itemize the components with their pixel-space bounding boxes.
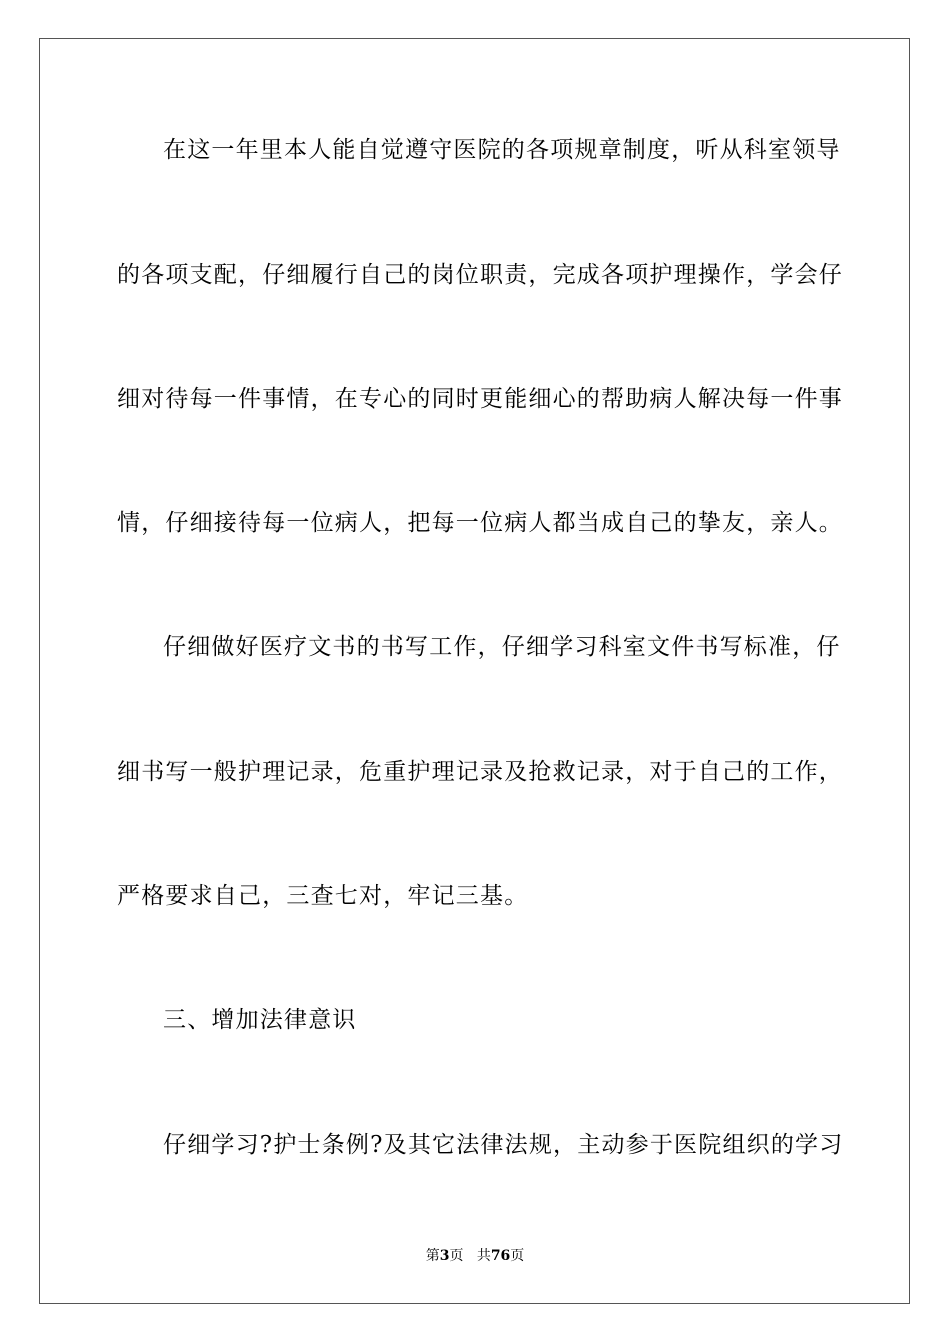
paragraph-line: 在这一年里本人能自觉遵守医院的各项规章制度，听从科室领导 bbox=[163, 137, 841, 163]
page-footer bbox=[0, 1247, 950, 1265]
total-label-suffix: 页 bbox=[510, 1248, 525, 1264]
paragraph-line: 细对待每一件事情，在专心的同时更能细心的帮助病人解决每一件事 bbox=[117, 386, 843, 412]
page-border bbox=[39, 38, 910, 1304]
paragraph-line: 仔细学习?护士条例?及其它法律法规，主动参于医院组织的学习 bbox=[163, 1132, 844, 1158]
paragraph-line: 的各项支配，仔细履行自己的岗位职责，完成各项护理操作，学会仔 bbox=[117, 262, 843, 288]
total-pages: 76 bbox=[490, 1248, 511, 1264]
paragraph-line: 仔细做好医疗文书的书写工作，仔细学习科室文件书写标准，仔 bbox=[163, 634, 841, 660]
section-heading: 三、增加法律意识 bbox=[163, 1007, 357, 1033]
paragraph-line: 严格要求自己，三查七对，牢记三基。 bbox=[117, 883, 529, 909]
page-label-suffix: 页 bbox=[449, 1248, 464, 1264]
page-number: 3 bbox=[439, 1248, 450, 1264]
page-label-prefix: 第 bbox=[425, 1248, 440, 1264]
paragraph-line: 情，仔细接待每一位病人，把每一位病人都当成自己的挚友，亲人。 bbox=[117, 510, 843, 536]
total-label-prefix: 共 bbox=[476, 1248, 491, 1264]
paragraph-line: 细书写一般护理记录，危重护理记录及抢救记录，对于自己的工作， bbox=[117, 759, 843, 785]
